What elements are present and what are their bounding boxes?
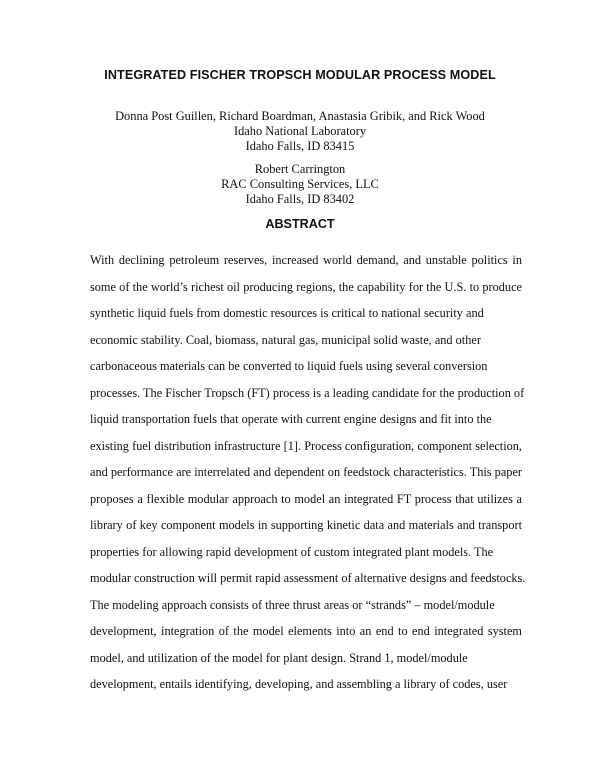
abstract-line: some of the world’s richest oil producing regions, the capability for the U.S. to produce	[90, 279, 522, 294]
abstract-line: and performance are interrelated and dependent on feedstock characteristics. This paper	[90, 465, 522, 479]
abstract-line: economic stability. Coal, biomass, natural gas, municipal solid waste, and other	[90, 332, 481, 347]
abstract-line: liquid transportation fuels that operate with current engine designs and fit into the	[90, 412, 492, 426]
abstract-line: With declining petroleum reserves, increased world demand, and unstable politics in	[90, 253, 522, 267]
abstract-heading: ABSTRACT	[265, 217, 335, 231]
abstract-line: model, and utilization of the model for plant design. Strand 1, model/module	[90, 650, 468, 665]
abstract-line: library of key component models in supporting kinetic data and materials and transport	[90, 518, 522, 532]
author-list: Donna Post Guillen, Richard Boardman, Anastasia Gribik, and Rick Wood	[115, 109, 485, 123]
abstract-line: proposes a flexible modular approach to model an integrated FT process that utilizes a	[90, 491, 522, 506]
abstract-line: synthetic liquid fuels from domestic resources is critical to national security and	[90, 306, 484, 320]
author-list: Robert Carrington	[254, 162, 346, 176]
institution-name: Idaho National Laboratory	[233, 124, 367, 138]
affiliation-block-2	[0, 162, 600, 207]
paper-title: INTEGRATED FISCHER TROPSCH MODULAR PROCESS MODEL	[104, 68, 496, 82]
institution-name: RAC Consulting Services, LLC	[221, 177, 379, 191]
abstract-line: processes. The Fischer Tropsch (FT) process is a leading candidate for the production of	[90, 385, 525, 400]
abstract-line: development, integration of the model elements into an end to end integrated system	[90, 624, 522, 638]
abstract-line: The modeling approach consists of three thrust areas or “strands” – model/module	[90, 597, 495, 612]
affiliation-block-1	[0, 109, 600, 154]
abstract-line: properties for allowing rapid development of custom integrated plant models. The	[90, 544, 494, 559]
abstract-line: carbonaceous materials can be converted to liquid fuels using several conversion	[90, 359, 488, 373]
institution-location: Idaho Falls, ID 83415	[245, 139, 355, 153]
abstract-line: modular construction will permit rapid assessment of alternative designs and feedstocks.	[90, 571, 526, 585]
abstract-body	[90, 252, 526, 703]
abstract-line: development, entails identifying, developing, and assembling a library of codes, user	[90, 677, 508, 691]
abstract-line: existing fuel distribution infrastructure [1]. Process configuration, component selection,	[90, 438, 522, 453]
institution-location: Idaho Falls, ID 83402	[245, 192, 355, 206]
